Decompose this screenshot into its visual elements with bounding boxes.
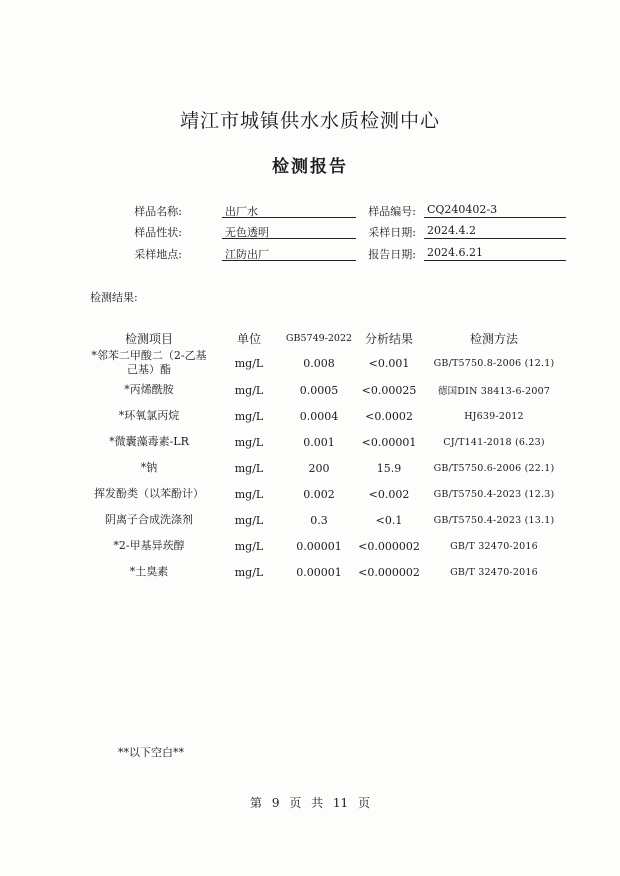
table-row: [84, 455, 564, 481]
table-row: [84, 349, 564, 377]
column-header-item: 检测项目: [124, 331, 173, 346]
limit-cell: 0.3: [310, 513, 328, 527]
method-cell: 德国DIN 38413-6-2007: [437, 386, 551, 397]
column-header-result: 分析结果: [364, 331, 413, 346]
limit-cell: 0.00001: [296, 565, 342, 579]
limit-cell: 0.001: [303, 435, 335, 449]
sample-name-label: 样品名称:: [134, 205, 182, 218]
sampling-site-value: 江防出厂: [222, 246, 356, 261]
method-cell: CJ/T141-2018 (6.23): [443, 436, 545, 448]
results-table: [84, 327, 564, 585]
table-row: [84, 481, 564, 507]
unit-cell: mg/L: [234, 356, 264, 370]
unit-cell: mg/L: [234, 539, 264, 553]
results-header-row: [84, 327, 564, 349]
column-header-standard: GB5749-2022: [285, 332, 353, 344]
table-row: [84, 507, 564, 533]
item-cell: *土臭素: [129, 565, 169, 578]
result-cell: <0.00001: [361, 435, 417, 449]
method-cell: GB/T5750.4-2023 (12.3): [433, 488, 555, 500]
report-title: 检测报告: [272, 157, 348, 177]
item-cell: *邻苯二甲酸二（2-乙基己基）酯: [91, 349, 207, 376]
info-row-2: [0, 224, 620, 242]
item-cell: *环氧氯丙烷: [118, 409, 180, 422]
table-row: [84, 429, 564, 455]
result-cell: 15.9: [376, 461, 402, 475]
method-cell: HJ639-2012: [464, 410, 524, 422]
result-cell: <0.1: [375, 513, 403, 527]
sample-nature-value: 无色透明: [222, 224, 356, 239]
sampling-site-label: 采样地点:: [134, 248, 182, 261]
page-number: 第 9 页 共 11 页: [250, 796, 370, 810]
table-row: [84, 533, 564, 559]
limit-cell: 0.0005: [299, 383, 339, 397]
item-cell: 挥发酚类（以苯酚计）: [94, 487, 204, 500]
limit-cell: 0.00001: [296, 539, 342, 553]
unit-cell: mg/L: [234, 565, 264, 579]
sample-no-value: CQ240402-3: [424, 203, 566, 218]
item-cell: *2-甲基异莰醇: [113, 539, 185, 552]
organization-title: 靖江市城镇供水水质检测中心: [179, 110, 440, 132]
result-cell: <0.002: [368, 487, 410, 501]
item-cell: 阴离子合成洗涤剂: [105, 513, 193, 526]
sampling-date-label: 采样日期:: [368, 226, 416, 239]
unit-cell: mg/L: [234, 513, 264, 527]
table-row: [84, 559, 564, 585]
table-row: [84, 377, 564, 403]
method-cell: GB/T5750.8-2006 (12.1): [433, 357, 555, 369]
result-cell: <0.001: [368, 356, 410, 370]
method-cell: GB/T5750.4-2023 (13.1): [433, 514, 555, 526]
sample-no-label: 样品编号:: [368, 205, 416, 218]
limit-cell: 200: [308, 461, 330, 475]
method-cell: GB/T 32470-2016: [450, 566, 538, 578]
result-cell: <0.00025: [361, 383, 417, 397]
result-cell: <0.000002: [358, 539, 420, 553]
table-row: [84, 403, 564, 429]
blank-below-note: **以下空白**: [118, 746, 184, 759]
limit-cell: 0.008: [303, 356, 335, 370]
unit-cell: mg/L: [234, 409, 264, 423]
result-cell: <0.0002: [365, 409, 413, 423]
info-row-1: [0, 203, 620, 221]
item-cell: *钠: [140, 461, 158, 474]
method-cell: GB/T 32470-2016: [450, 540, 538, 552]
sampling-date-value: 2024.4.2: [424, 224, 566, 239]
limit-cell: 0.0004: [299, 409, 339, 423]
results-label: 检测结果:: [90, 291, 138, 304]
limit-cell: 0.002: [303, 487, 335, 501]
item-cell: *丙烯酰胺: [124, 383, 174, 396]
unit-cell: mg/L: [234, 487, 264, 501]
report-date-label: 报告日期:: [368, 248, 416, 261]
info-row-3: [0, 246, 620, 264]
unit-cell: mg/L: [234, 435, 264, 449]
column-header-unit: 单位: [236, 331, 261, 346]
unit-cell: mg/L: [234, 383, 264, 397]
method-cell: GB/T5750.6-2006 (22.1): [433, 462, 555, 474]
result-cell: <0.000002: [358, 565, 420, 579]
report-date-value: 2024.6.21: [424, 246, 566, 261]
column-header-method: 检测方法: [469, 331, 518, 346]
item-cell: *微囊藻毒素-LR: [109, 435, 189, 448]
sample-nature-label: 样品性状:: [134, 226, 182, 239]
unit-cell: mg/L: [234, 461, 264, 475]
sample-name-value: 出厂水: [222, 203, 356, 218]
